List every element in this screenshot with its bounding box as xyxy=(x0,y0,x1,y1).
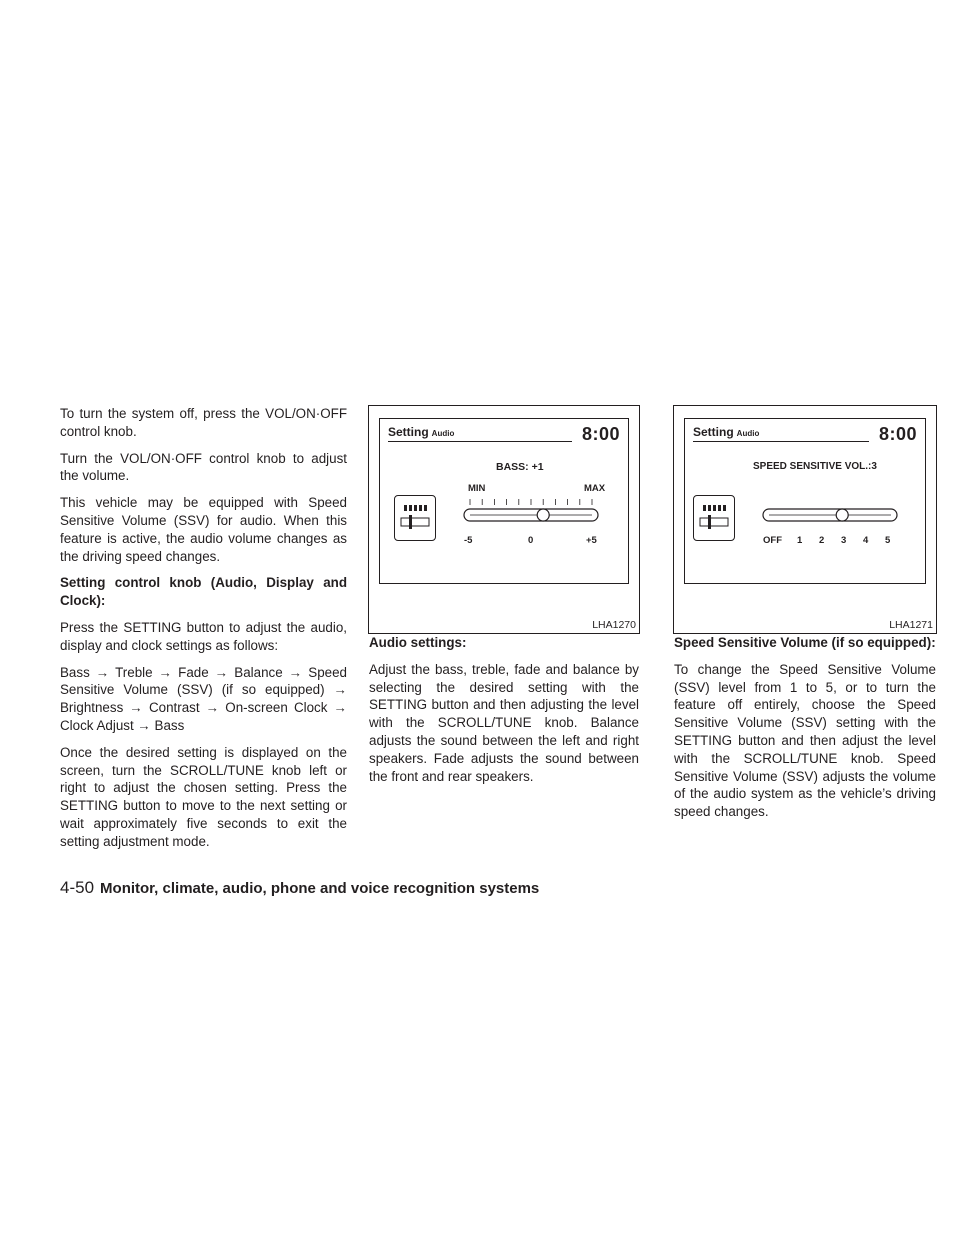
paragraph-ssv-intro: This vehicle may be equipped with Speed Sensitive Volume (SSV) for audio. When this feature is active, the audio volume changes as the driving speed changes. xyxy=(60,495,347,564)
column-middle xyxy=(369,634,639,794)
screen-subtitle: Audio xyxy=(736,429,760,438)
heading-audio-settings: Audio settings: xyxy=(369,635,467,650)
level-slider xyxy=(685,419,927,583)
page-footer xyxy=(60,878,539,898)
column-right xyxy=(674,634,936,830)
screen-clock: 8:00 xyxy=(581,424,620,444)
scale-label-off: OFF xyxy=(763,535,782,546)
slider-ticks xyxy=(470,499,592,505)
paragraph-setting-sequence: Bass → Treble → Fade → Balance → Speed Sensitive Volume (SSV) (if so equipped) → Brightness → Contrast → On-screen Clock → Clock Adjust → Bass xyxy=(60,664,347,733)
page-number: 4-50 xyxy=(60,878,95,897)
slider-thumb xyxy=(537,509,549,521)
scale-label-min: -5 xyxy=(464,535,473,546)
min-label: MIN xyxy=(468,483,486,494)
figure-ssv-setting xyxy=(673,405,937,634)
figure-code: LHA1271 xyxy=(889,619,933,631)
paragraph-press-setting: Press the SETTING button to adjust the audio, display and clock settings as follows: xyxy=(60,619,347,653)
screen-clock: 8:00 xyxy=(878,424,917,444)
screen-title: Setting Audio xyxy=(693,425,760,439)
scale-label-max: +5 xyxy=(586,535,597,546)
scale-label-3: 3 xyxy=(841,535,847,546)
scale-label-zero: 0 xyxy=(528,535,534,546)
setting-label: SPEED SENSITIVE VOL.:3 xyxy=(753,461,877,472)
paragraph-system-off: To turn the system off, press the VOL/ON·OFF control knob. xyxy=(60,406,347,439)
slider-thumb xyxy=(836,509,848,521)
scale-label-4: 4 xyxy=(863,535,869,546)
setting-label: BASS: +1 xyxy=(496,461,544,473)
heading-ssv: Speed Sensitive Volume (if so equipped): xyxy=(674,635,936,650)
figure-bass-setting xyxy=(368,405,640,634)
scale-label-5: 5 xyxy=(885,535,891,546)
display-screen xyxy=(684,418,926,584)
max-label: MAX xyxy=(584,483,606,494)
screen-title: Setting Audio xyxy=(388,425,455,439)
screen-subtitle: Audio xyxy=(431,429,455,438)
paragraph-ssv: To change the Speed Sensitive Volume (SSV) level from 1 to 5, or to turn the feature off entirely, choose the Speed Sensitive Volume (SSV) setting with the SETTING button and then adjust the level with the SCROLL/TUNE knob. Speed Sensitive Volume (SSV) adjusts the volume of the audio system as the vehicle’s driving speed changes. xyxy=(674,661,936,820)
paragraph-volume: Turn the VOL/ON·OFF control knob to adjust the volume. xyxy=(60,450,347,484)
scale-label-2: 2 xyxy=(819,535,825,546)
scale-label-1: 1 xyxy=(797,535,803,546)
level-slider xyxy=(380,419,630,583)
figure-code: LHA1270 xyxy=(592,619,636,631)
display-screen xyxy=(379,418,629,584)
paragraph-audio-settings: Adjust the bass, treble, fade and balance by selecting the desired setting with the SETTING button and then adjusting the level with the SCROLL/TUNE knob. Balance adjusts the sound between the left and right speakers. Fade adjusts the sound between the front and rear speakers. xyxy=(369,661,639,784)
paragraph-adjust-setting: Once the desired setting is displayed on the screen, turn the SCROLL/TUNE knob left or right to adjust the chosen setting. Press the SETTING button to move to the next setting or wait approximately five seconds to exit the setting adjustment mode. xyxy=(60,744,347,849)
section-title: Monitor, climate, audio, phone and voice recognition systems xyxy=(100,880,540,897)
heading-setting-control-knob: Setting control knob (Audio, Display and Clock): xyxy=(60,575,347,609)
column-left xyxy=(60,405,347,860)
